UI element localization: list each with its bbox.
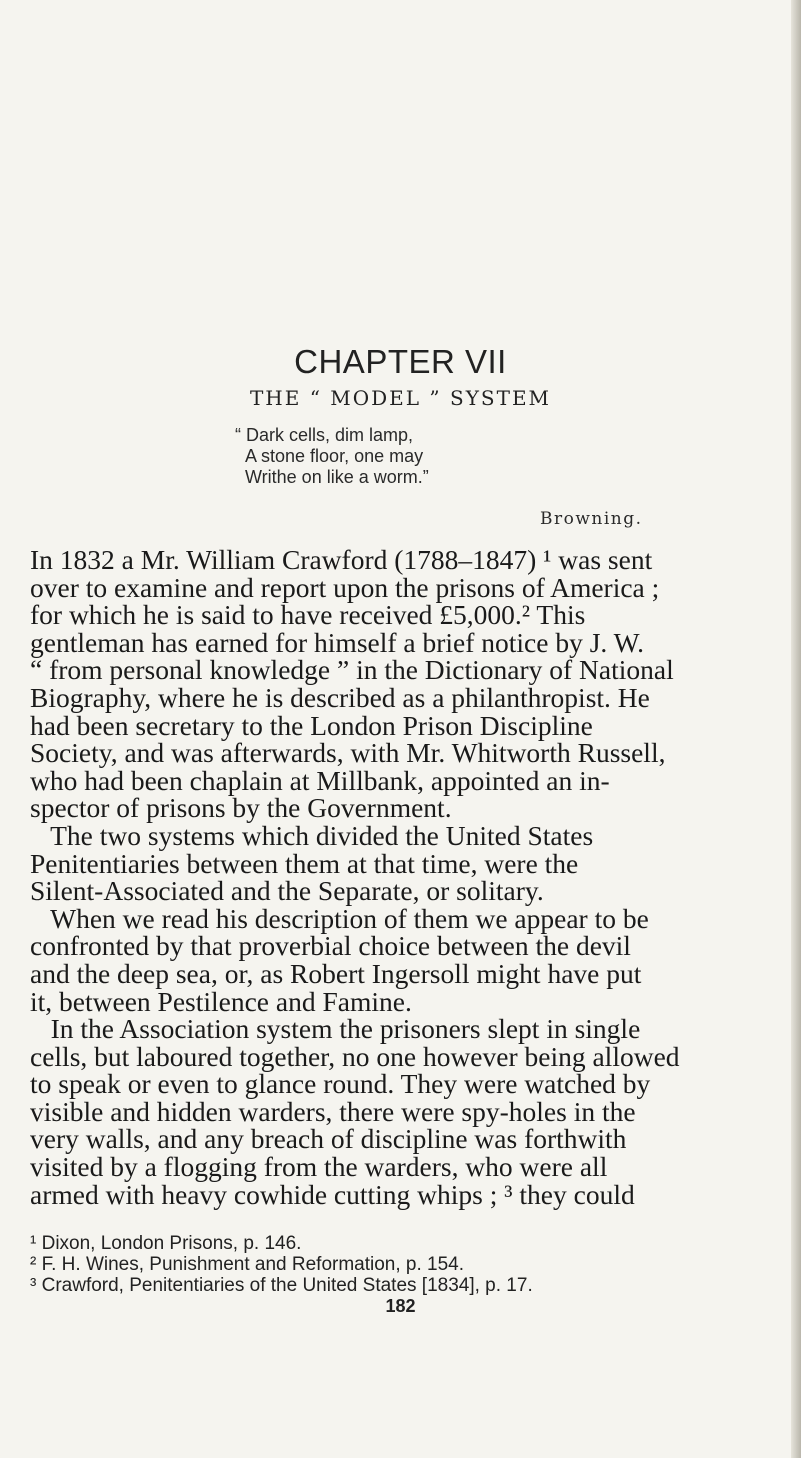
body-line: visible and hidden warders, there were spy-holes in the xyxy=(30,1095,636,1127)
body-text xyxy=(30,546,800,1208)
epigraph-line: A stone floor, one may xyxy=(245,446,424,466)
body-line: to speak or even to glance round. They were watched by xyxy=(30,1068,651,1100)
epigraph-attribution: Browning. xyxy=(540,509,643,529)
body-line: cells, but laboured together, no one however being allowed xyxy=(30,1040,680,1072)
footnotes xyxy=(30,1233,790,1296)
body-line: spector of prisons by the Government. xyxy=(30,792,452,824)
epigraph-line: Writhe on like a worm.” xyxy=(245,467,429,487)
page-number: 182 xyxy=(385,1296,416,1316)
body-line: visited by a flogging from the warders, who were all xyxy=(30,1151,608,1183)
body-line: “ from personal knowledge ” in the Dictionary of National xyxy=(30,654,674,686)
chapter-heading: CHAPTER VII xyxy=(294,343,507,380)
body-line: over to examine and report upon the prisons of America ; xyxy=(30,571,660,603)
body-line: Penitentiaries between them at that time, were the xyxy=(30,847,579,879)
body-line: had been secretary to the London Prison Discipline xyxy=(30,709,593,741)
body-line: armed with heavy cowhide cutting whips ; ³ they could xyxy=(30,1178,635,1210)
body-line: When we read his description of them we appear to be xyxy=(30,902,649,934)
body-line: and the deep sea, or, as Robert Ingersoll might have put xyxy=(30,957,642,989)
epigraph-line: “ Dark cells, dim lamp, xyxy=(235,425,414,445)
footnote: ¹ Dixon, London Prisons, p. 146. xyxy=(30,1233,302,1254)
body-line: Biography, where he is described as a philanthropist. He xyxy=(30,681,650,713)
body-line: very walls, and any breach of discipline was forthwith xyxy=(30,1123,627,1155)
body-line: In 1832 a Mr. William Crawford (1788–1847) ¹ was sent xyxy=(30,544,653,575)
chapter-title: THE “ MODEL ” SYSTEM xyxy=(249,386,552,410)
body-line: gentleman has earned for himself a brief notice by J. W. xyxy=(30,626,644,658)
body-line: The two systems which divided the United States xyxy=(30,819,594,851)
footnote: ³ Crawford, Penitentiaries of the United States [1834], p. 17. xyxy=(30,1275,533,1296)
epigraph xyxy=(235,425,429,488)
body-line: it, between Pestilence and Famine. xyxy=(30,985,412,1017)
body-line: who had been chaplain at Millbank, appointed an in- xyxy=(30,764,610,796)
body-line: Society, and was afterwards, with Mr. Whitworth Russell, xyxy=(30,737,666,769)
body-line: confronted by that proverbial choice between the devil xyxy=(30,930,631,962)
body-line: In the Association system the prisoners slept in single xyxy=(30,1013,641,1045)
body-line: Silent-Associated and the Separate, or solitary. xyxy=(30,875,544,907)
footnote: ² F. H. Wines, Punishment and Reformation, p. 154. xyxy=(30,1254,465,1275)
body-line: for which he is said to have received £5,000.² This xyxy=(30,599,586,631)
